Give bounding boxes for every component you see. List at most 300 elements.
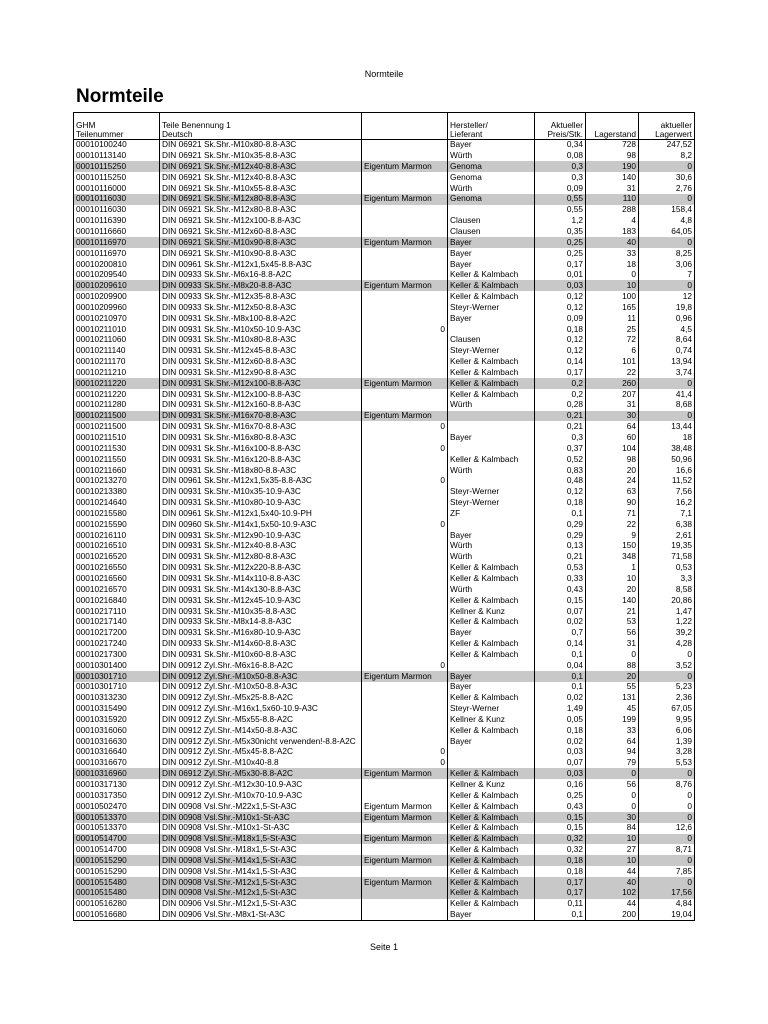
stock-cell: 40 xyxy=(586,877,639,888)
description-cell: DIN 00931 Sk.Shr.-M10x35-10.9-A3C xyxy=(160,487,362,498)
stock-cell: 84 xyxy=(586,823,639,834)
part-number-cell: 00010209960 xyxy=(74,302,160,313)
supplier-cell: Steyr-Werner xyxy=(448,497,535,508)
table-row xyxy=(74,823,695,834)
note-cell: Eigentum Marmon xyxy=(362,161,448,172)
stock-cell: 53 xyxy=(586,617,639,628)
table-row xyxy=(74,638,695,649)
unit-price-cell: 0,14 xyxy=(535,638,586,649)
note-cell: Eigentum Marmon xyxy=(362,855,448,866)
note-cell xyxy=(362,465,448,476)
supplier-cell: Würth xyxy=(448,541,535,552)
stock-cell: 31 xyxy=(586,400,639,411)
unit-price-cell: 0,28 xyxy=(535,400,586,411)
stock-cell: 9 xyxy=(586,530,639,541)
supplier-cell: Bayer xyxy=(448,259,535,270)
supplier-cell: Keller & Kalmbach xyxy=(448,768,535,779)
stock-value-cell: 41,4 xyxy=(639,389,695,400)
stock-value-cell: 3,06 xyxy=(639,259,695,270)
note-cell xyxy=(362,291,448,302)
unit-price-cell: 0,21 xyxy=(535,421,586,432)
part-number-cell: 00010514700 xyxy=(74,834,160,845)
column-header-line: Aktueller xyxy=(550,120,583,130)
note-cell xyxy=(362,736,448,747)
table-row xyxy=(74,421,695,432)
part-number-cell: 00010211510 xyxy=(74,432,160,443)
stock-cell: 101 xyxy=(586,356,639,367)
unit-price-cell: 0,15 xyxy=(535,812,586,823)
note-cell xyxy=(362,302,448,313)
note-cell xyxy=(362,389,448,400)
table-row xyxy=(74,497,695,508)
unit-price-cell: 0,02 xyxy=(535,693,586,704)
stock-cell: 72 xyxy=(586,335,639,346)
part-number-cell: 00010513370 xyxy=(74,823,160,834)
column-header-line: Teilenummer xyxy=(76,129,124,139)
part-number-cell: 00010214640 xyxy=(74,497,160,508)
unit-price-cell: 0,1 xyxy=(535,649,586,660)
unit-price-cell: 0,1 xyxy=(535,909,586,920)
supplier-cell: Keller & Kalmbach xyxy=(448,291,535,302)
description-cell: DIN 00931 Sk.Shr.-M14x130-8.8-A3C xyxy=(160,584,362,595)
note-cell xyxy=(362,183,448,194)
part-number-cell: 00010116660 xyxy=(74,226,160,237)
table-row xyxy=(74,172,695,183)
table-row xyxy=(74,215,695,226)
unit-price-cell: 0,18 xyxy=(535,866,586,877)
column-header-stock-value xyxy=(639,113,695,140)
note-cell: 0 xyxy=(362,421,448,432)
note-cell: 0 xyxy=(362,660,448,671)
part-number-cell: 00010515290 xyxy=(74,855,160,866)
column-header-line: GHM xyxy=(76,120,96,130)
stock-cell: 150 xyxy=(586,541,639,552)
stock-value-cell: 38,48 xyxy=(639,443,695,454)
supplier-cell: Steyr-Werner xyxy=(448,346,535,357)
note-cell xyxy=(362,150,448,161)
stock-cell: 31 xyxy=(586,638,639,649)
stock-cell: 64 xyxy=(586,736,639,747)
part-number-cell: 00010210970 xyxy=(74,313,160,324)
stock-value-cell: 0,74 xyxy=(639,346,695,357)
note-cell xyxy=(362,541,448,552)
table-row xyxy=(74,736,695,747)
supplier-cell: Clausen xyxy=(448,335,535,346)
table-row xyxy=(74,378,695,389)
supplier-cell: Keller & Kalmbach xyxy=(448,855,535,866)
stock-value-cell: 7 xyxy=(639,270,695,281)
note-cell: Eigentum Marmon xyxy=(362,237,448,248)
part-number-cell: 00010513370 xyxy=(74,812,160,823)
description-cell: DIN 00931 Sk.Shr.-M12x100-8.8-A3C xyxy=(160,389,362,400)
note-cell: 0 xyxy=(362,443,448,454)
supplier-cell: Keller & Kalmbach xyxy=(448,562,535,573)
note-cell: Eigentum Marmon xyxy=(362,411,448,422)
document-title: Normteile xyxy=(76,86,164,107)
description-cell: DIN 00933 Sk.Shr.-M12x50-8.8-A3C xyxy=(160,302,362,313)
description-cell: DIN 00931 Sk.Shr.-M12x45-10.9-A3C xyxy=(160,595,362,606)
stock-cell: 88 xyxy=(586,660,639,671)
part-number-cell: 00010217140 xyxy=(74,617,160,628)
supplier-cell: Bayer xyxy=(448,627,535,638)
description-cell: DIN 00960 Sk.Shr.-M14x1,5x50-10.9-A3C xyxy=(160,519,362,530)
unit-price-cell: 0,1 xyxy=(535,682,586,693)
unit-price-cell: 0,34 xyxy=(535,140,586,151)
table-row xyxy=(74,367,695,378)
table-row xyxy=(74,682,695,693)
description-cell: DIN 00912 Zyl.Shr.-M16x1,5x60-10.9-A3C xyxy=(160,703,362,714)
table-row xyxy=(74,617,695,628)
table-row xyxy=(74,205,695,216)
unit-price-cell: 0,25 xyxy=(535,248,586,259)
stock-value-cell: 8,2 xyxy=(639,150,695,161)
note-cell xyxy=(362,487,448,498)
part-number-cell: 00010315920 xyxy=(74,714,160,725)
stock-value-cell: 0 xyxy=(639,378,695,389)
note-cell xyxy=(362,638,448,649)
supplier-cell xyxy=(448,747,535,758)
note-cell xyxy=(362,270,448,281)
unit-price-cell: 0,17 xyxy=(535,259,586,270)
stock-value-cell: 16,2 xyxy=(639,497,695,508)
table-row xyxy=(74,627,695,638)
stock-value-cell: 3,28 xyxy=(639,747,695,758)
unit-price-cell: 0,3 xyxy=(535,432,586,443)
part-number-cell: 00010211500 xyxy=(74,411,160,422)
stock-cell: 728 xyxy=(586,140,639,151)
supplier-cell xyxy=(448,205,535,216)
supplier-cell: Bayer xyxy=(448,736,535,747)
stock-value-cell: 0 xyxy=(639,790,695,801)
part-number-cell: 00010213380 xyxy=(74,487,160,498)
note-cell xyxy=(362,823,448,834)
stock-value-cell: 0 xyxy=(639,768,695,779)
stock-cell: 24 xyxy=(586,476,639,487)
supplier-cell: Keller & Kalmbach xyxy=(448,877,535,888)
description-cell: DIN 00961 Sk.Shr.-M12x1,5x35-8.8-A3C xyxy=(160,476,362,487)
description-cell: DIN 00933 Sk.Shr.-M8x20-8.8-A3C xyxy=(160,280,362,291)
supplier-cell: Genoma xyxy=(448,172,535,183)
note-cell: 0 xyxy=(362,476,448,487)
description-cell: DIN 00931 Sk.Shr.-M12x90-8.8-A3C xyxy=(160,367,362,378)
part-number-cell: 00010516680 xyxy=(74,909,160,920)
stock-value-cell: 39,2 xyxy=(639,627,695,638)
stock-cell: 0 xyxy=(586,801,639,812)
stock-value-cell: 18 xyxy=(639,432,695,443)
stock-value-cell: 7,1 xyxy=(639,508,695,519)
stock-cell: 63 xyxy=(586,487,639,498)
column-header-supplier xyxy=(448,113,535,140)
part-number-cell: 00010316670 xyxy=(74,758,160,769)
parts-table xyxy=(73,112,695,921)
stock-value-cell: 6,38 xyxy=(639,519,695,530)
supplier-cell: Keller & Kalmbach xyxy=(448,280,535,291)
part-number-cell: 00010211170 xyxy=(74,356,160,367)
description-cell: DIN 00931 Sk.Shr.-M12x220-8.8-A3C xyxy=(160,562,362,573)
note-cell xyxy=(362,899,448,910)
table-row xyxy=(74,487,695,498)
unit-price-cell: 0,05 xyxy=(535,714,586,725)
unit-price-cell: 0,12 xyxy=(535,487,586,498)
table-row xyxy=(74,866,695,877)
table-row xyxy=(74,259,695,270)
supplier-cell: Keller & Kalmbach xyxy=(448,454,535,465)
stock-value-cell: 8,64 xyxy=(639,335,695,346)
table-row xyxy=(74,703,695,714)
supplier-cell: Keller & Kalmbach xyxy=(448,378,535,389)
description-cell: DIN 00933 Sk.Shr.-M6x16-8.8-A2C xyxy=(160,270,362,281)
description-cell: DIN 00912 Zyl.Shr.-M10x50-8.8-A3C xyxy=(160,671,362,682)
part-number-cell: 00010514700 xyxy=(74,844,160,855)
description-cell: DIN 00912 Zyl.Shr.-M5x55-8.8-A2C xyxy=(160,714,362,725)
description-cell: DIN 00908 Vsl.Shr.-M10x1-St-A3C xyxy=(160,823,362,834)
supplier-cell: Clausen xyxy=(448,226,535,237)
stock-value-cell: 8,68 xyxy=(639,400,695,411)
description-cell: DIN 00931 Sk.Shr.-M12x40-8.8-A3C xyxy=(160,541,362,552)
column-header-stock xyxy=(586,113,639,140)
supplier-cell: Keller & Kalmbach xyxy=(448,801,535,812)
stock-cell: 104 xyxy=(586,443,639,454)
note-cell xyxy=(362,530,448,541)
stock-cell: 207 xyxy=(586,389,639,400)
stock-value-cell: 0 xyxy=(639,237,695,248)
unit-price-cell: 0,02 xyxy=(535,736,586,747)
description-cell: DIN 00931 Sk.Shr.-M10x80-8.8-A3C xyxy=(160,335,362,346)
note-cell xyxy=(362,725,448,736)
supplier-cell: Keller & Kalmbach xyxy=(448,693,535,704)
stock-cell: 6 xyxy=(586,346,639,357)
unit-price-cell: 0,35 xyxy=(535,226,586,237)
stock-value-cell: 11,52 xyxy=(639,476,695,487)
table-row xyxy=(74,313,695,324)
description-cell: DIN 06921 Sk.Shr.-M10x35-8.8-A3C xyxy=(160,150,362,161)
description-cell: DIN 06921 Sk.Shr.-M12x100-8.8-A3C xyxy=(160,215,362,226)
supplier-cell: Bayer xyxy=(448,313,535,324)
stock-value-cell: 158,4 xyxy=(639,205,695,216)
table-row xyxy=(74,595,695,606)
stock-cell: 55 xyxy=(586,682,639,693)
unit-price-cell: 0,04 xyxy=(535,660,586,671)
supplier-cell: Keller & Kalmbach xyxy=(448,790,535,801)
description-cell: DIN 00912 Zyl.Shr.-M5x30nicht verwenden!-8.8-A2C xyxy=(160,736,362,747)
supplier-cell xyxy=(448,411,535,422)
stock-cell: 110 xyxy=(586,194,639,205)
stock-value-cell: 4,28 xyxy=(639,638,695,649)
stock-cell: 22 xyxy=(586,519,639,530)
table-row xyxy=(74,877,695,888)
stock-value-cell: 0 xyxy=(639,161,695,172)
stock-cell: 100 xyxy=(586,291,639,302)
unit-price-cell: 0,03 xyxy=(535,280,586,291)
unit-price-cell: 0,18 xyxy=(535,324,586,335)
note-cell xyxy=(362,584,448,595)
supplier-cell xyxy=(448,443,535,454)
stock-value-cell: 30,6 xyxy=(639,172,695,183)
stock-cell: 30 xyxy=(586,411,639,422)
stock-value-cell: 2,76 xyxy=(639,183,695,194)
supplier-cell: Keller & Kalmbach xyxy=(448,812,535,823)
part-number-cell: 00010209900 xyxy=(74,291,160,302)
stock-cell: 0 xyxy=(586,270,639,281)
stock-value-cell: 3,52 xyxy=(639,660,695,671)
unit-price-cell: 0,12 xyxy=(535,291,586,302)
part-number-cell: 00010116000 xyxy=(74,183,160,194)
stock-cell: 30 xyxy=(586,812,639,823)
part-number-cell: 00010209610 xyxy=(74,280,160,291)
stock-value-cell: 2,61 xyxy=(639,530,695,541)
table-row xyxy=(74,801,695,812)
part-number-cell: 00010209540 xyxy=(74,270,160,281)
column-header-note xyxy=(362,113,448,140)
unit-price-cell: 0,1 xyxy=(535,671,586,682)
note-cell xyxy=(362,573,448,584)
note-cell xyxy=(362,367,448,378)
table-row xyxy=(74,606,695,617)
table-row xyxy=(74,779,695,790)
supplier-cell: Kellner & Kunz xyxy=(448,606,535,617)
supplier-cell: Steyr-Werner xyxy=(448,703,535,714)
stock-cell: 0 xyxy=(586,649,639,660)
table-row xyxy=(74,888,695,899)
stock-cell: 10 xyxy=(586,834,639,845)
unit-price-cell: 0,29 xyxy=(535,530,586,541)
table-row xyxy=(74,411,695,422)
stock-cell: 60 xyxy=(586,432,639,443)
note-cell xyxy=(362,205,448,216)
supplier-cell: Würth xyxy=(448,150,535,161)
supplier-cell: Würth xyxy=(448,400,535,411)
description-cell: DIN 00912 Zyl.Shr.-M6x16-8.8-A2C xyxy=(160,660,362,671)
stock-value-cell: 7,56 xyxy=(639,487,695,498)
unit-price-cell: 0,11 xyxy=(535,899,586,910)
note-cell: Eigentum Marmon xyxy=(362,801,448,812)
part-number-cell: 00010211140 xyxy=(74,346,160,357)
note-cell xyxy=(362,627,448,638)
unit-price-cell: 0,17 xyxy=(535,367,586,378)
supplier-cell: Keller & Kalmbach xyxy=(448,823,535,834)
stock-value-cell: 0 xyxy=(639,801,695,812)
stock-value-cell: 8,58 xyxy=(639,584,695,595)
part-number-cell: 00010211500 xyxy=(74,421,160,432)
part-number-cell: 00010316630 xyxy=(74,736,160,747)
stock-value-cell: 0 xyxy=(639,411,695,422)
table-row xyxy=(74,248,695,259)
supplier-cell: Keller & Kalmbach xyxy=(448,389,535,400)
part-number-cell: 00010213270 xyxy=(74,476,160,487)
part-number-cell: 00010515480 xyxy=(74,877,160,888)
table-row xyxy=(74,562,695,573)
stock-value-cell: 50,96 xyxy=(639,454,695,465)
supplier-cell: Keller & Kalmbach xyxy=(448,888,535,899)
note-cell: Eigentum Marmon xyxy=(362,280,448,291)
stock-value-cell: 7,85 xyxy=(639,866,695,877)
stock-value-cell: 1,39 xyxy=(639,736,695,747)
table-row xyxy=(74,443,695,454)
stock-value-cell: 16,6 xyxy=(639,465,695,476)
note-cell xyxy=(362,606,448,617)
note-cell xyxy=(362,595,448,606)
column-header-unit-price xyxy=(535,113,586,140)
description-cell: DIN 00908 Vsl.Shr.-M12x1,5-St-A3C xyxy=(160,888,362,899)
description-cell: DIN 00961 Sk.Shr.-M12x1,5x45-8.8-A3C xyxy=(160,259,362,270)
note-cell: 0 xyxy=(362,747,448,758)
table-row xyxy=(74,747,695,758)
stock-cell: 1 xyxy=(586,562,639,573)
part-number-cell: 00010316640 xyxy=(74,747,160,758)
unit-price-cell: 0,52 xyxy=(535,454,586,465)
supplier-cell: Genoma xyxy=(448,161,535,172)
unit-price-cell: 1,2 xyxy=(535,215,586,226)
table-row xyxy=(74,346,695,357)
part-number-cell: 00010211220 xyxy=(74,389,160,400)
description-cell: DIN 06921 Sk.Shr.-M12x60-8.8-A3C xyxy=(160,226,362,237)
supplier-cell: Kellner & Kunz xyxy=(448,714,535,725)
part-number-cell: 00010316960 xyxy=(74,768,160,779)
note-cell: Eigentum Marmon xyxy=(362,768,448,779)
note-cell xyxy=(362,346,448,357)
unit-price-cell: 0,43 xyxy=(535,801,586,812)
supplier-cell: Keller & Kalmbach xyxy=(448,617,535,628)
unit-price-cell: 0,16 xyxy=(535,779,586,790)
stock-cell: 56 xyxy=(586,779,639,790)
stock-cell: 64 xyxy=(586,421,639,432)
unit-price-cell: 0,09 xyxy=(535,313,586,324)
part-number-cell: 00010317350 xyxy=(74,790,160,801)
description-cell: DIN 00931 Sk.Shr.-M16x80-10.9-A3C xyxy=(160,627,362,638)
table-row xyxy=(74,530,695,541)
supplier-cell: Würth xyxy=(448,584,535,595)
note-cell xyxy=(362,714,448,725)
stock-cell: 44 xyxy=(586,899,639,910)
note-cell xyxy=(362,562,448,573)
stock-value-cell: 8,76 xyxy=(639,779,695,790)
stock-cell: 18 xyxy=(586,259,639,270)
part-number-cell: 00010301710 xyxy=(74,671,160,682)
table-row xyxy=(74,584,695,595)
stock-cell: 0 xyxy=(586,768,639,779)
unit-price-cell: 0,25 xyxy=(535,237,586,248)
note-cell xyxy=(362,617,448,628)
stock-value-cell: 8,71 xyxy=(639,844,695,855)
unit-price-cell: 0,08 xyxy=(535,150,586,161)
unit-price-cell: 0,25 xyxy=(535,790,586,801)
note-cell xyxy=(362,682,448,693)
stock-value-cell: 0 xyxy=(639,671,695,682)
description-cell: DIN 06921 Sk.Shr.-M12x40-8.8-A3C xyxy=(160,161,362,172)
column-header-line: Deutsch xyxy=(162,129,193,139)
description-cell: DIN 00931 Sk.Shr.-M16x70-8.8-A3C xyxy=(160,421,362,432)
description-cell: DIN 00931 Sk.Shr.-M12x160-8.8-A3C xyxy=(160,400,362,411)
stock-value-cell: 247,52 xyxy=(639,140,695,151)
unit-price-cell: 0,48 xyxy=(535,476,586,487)
table-row xyxy=(74,768,695,779)
description-cell: DIN 00912 Zyl.Shr.-M10x40-8.8 xyxy=(160,758,362,769)
note-cell xyxy=(362,356,448,367)
note-cell xyxy=(362,497,448,508)
description-cell: DIN 06921 Sk.Shr.-M10x55-8.8-A3C xyxy=(160,183,362,194)
unit-price-cell: 0,03 xyxy=(535,747,586,758)
note-cell xyxy=(362,508,448,519)
description-cell: DIN 00933 Sk.Shr.-M14x60-8.8-A3C xyxy=(160,638,362,649)
supplier-cell: Clausen xyxy=(448,215,535,226)
note-cell: Eigentum Marmon xyxy=(362,834,448,845)
table-row xyxy=(74,280,695,291)
supplier-cell: Steyr-Werner xyxy=(448,302,535,313)
supplier-cell: Keller & Kalmbach xyxy=(448,367,535,378)
description-cell: DIN 00908 Vsl.Shr.-M22x1,5-St-A3C xyxy=(160,801,362,812)
part-number-cell: 00010116030 xyxy=(74,205,160,216)
part-number-cell: 00010116390 xyxy=(74,215,160,226)
